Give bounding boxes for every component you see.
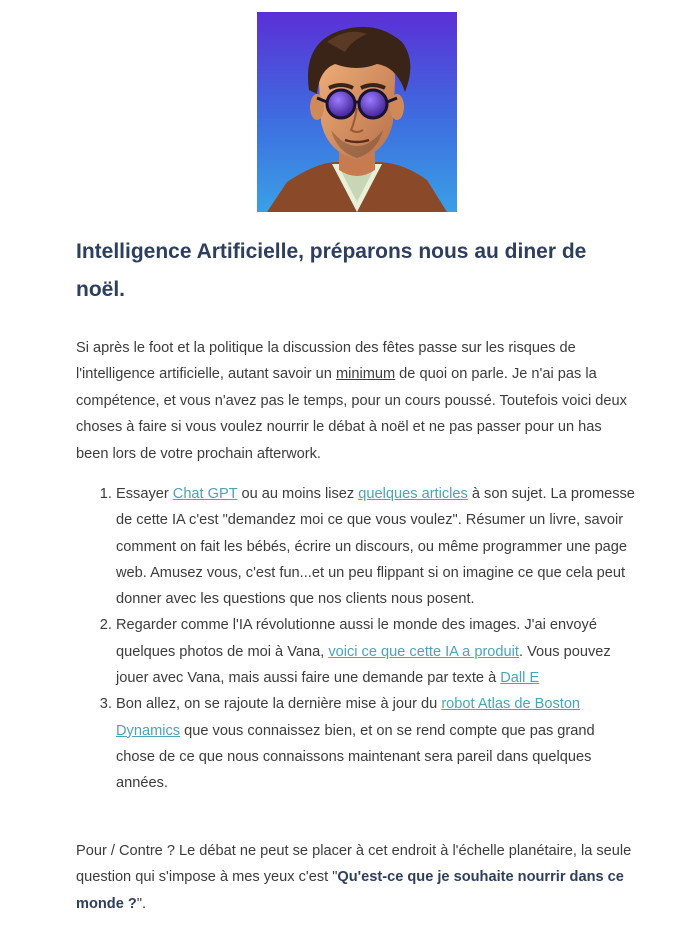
dall-e-link[interactable]: Dall E: [500, 670, 540, 687]
item1-text-2: ou au moins lisez: [237, 486, 359, 502]
intro-text-1: Si après le foot et la politique la discussion des fêtes passe sur les risques de l'intelligence artificielle, autant savoir un: [76, 340, 576, 383]
item3-text-1: Bon allez, on se rajoute la dernière mise à jour du: [116, 696, 442, 713]
articles-link[interactable]: quelques articles: [358, 486, 468, 502]
item2-text-2: . Vous pouvez jouer avec Vana, mais aussi faire une demande par texte à: [116, 643, 611, 687]
list-item: [116, 612, 636, 691]
closing-question: Qu'est-ce que je souhaite nourrir dans ce monde ?: [76, 869, 624, 912]
closing-text-2: ".: [136, 895, 147, 912]
vana-result-link[interactable]: voici ce que cette IA a produit: [328, 643, 519, 660]
item3-text-2: que vous connaissez bien, et on se rend compte que pas grand chose de ce que nous connaissons maintenant sera pareil dans quelques années.: [116, 722, 595, 792]
portrait-image: [257, 12, 457, 212]
closing-paragraph: [76, 838, 636, 917]
chat-gpt-link[interactable]: Chat GPT: [172, 486, 238, 502]
intro-paragraph: [76, 335, 636, 467]
article-title: Intelligence Artificielle, préparons nous au diner de noël.: [76, 240, 587, 301]
closing-text-1: Pour / Contre ? Le débat ne peut se placer à cet endroit à l'échelle planétaire, la seule question qui s'impose à mes yeux c'est ": [76, 843, 632, 886]
item1-text-3: à son sujet. La promesse de cette IA c'est "demandez moi ce que vous voulez". Résumer un livre, savoir comment on fait les bébés, écrire un discours, ou même programmer une page web. Amusez vous, c'est fun...et un peu flippant si on imagine ce que cela peut donner avec les questions que nos clients nous posent.: [116, 486, 635, 608]
list-item: [116, 691, 636, 796]
list-item: [116, 481, 636, 612]
item2-text-1: Regarder comme l'IA révolutionne aussi le monde des images. J'ai envoyé quelques photos de moi à Vana,: [116, 617, 597, 660]
action-list: [76, 481, 636, 797]
minimum-link[interactable]: minimum: [335, 366, 396, 383]
atlas-robot-link[interactable]: robot Atlas de Boston Dynamics: [116, 696, 581, 739]
item1-text-1: Essayer: [116, 486, 173, 502]
intro-text-2: de quoi on parle. Je n'ai pas la compétence, et vous n'avez pas le temps, pour un cours poussé. Toutefois voici deux choses à faire si vous voulez nourrir le débat à noël et ne pas passer pour un has been lors de votre prochain afterwork.: [76, 366, 627, 462]
